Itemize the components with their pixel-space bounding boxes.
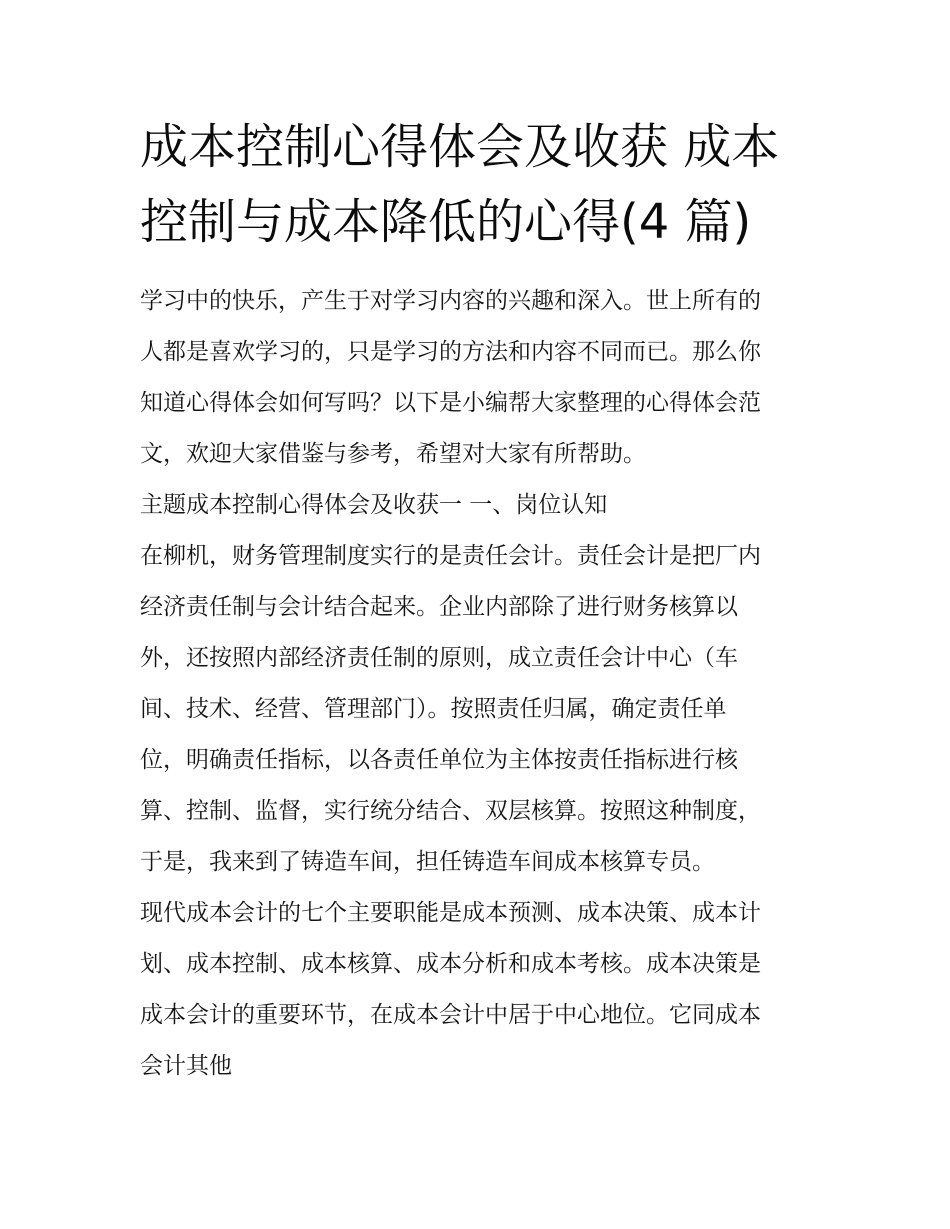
- text-line: 位，明确责任指标，以各责任单位为主体按责任指标进行核: [140, 747, 738, 773]
- text-line: 知道心得体会如何写吗？以下是小编帮大家整理的心得体会范: [140, 390, 761, 416]
- title-line: 控制与成本降低的心得(4 篇): [140, 194, 752, 250]
- text-line: 学习中的快乐，产生于对学习内容的兴趣和深入。世上所有的: [140, 288, 761, 314]
- document-body: [140, 276, 830, 1092]
- text-line: 会计其他: [140, 1053, 232, 1079]
- text-line: 现代成本会计的七个主要职能是成本预测、成本决策、成本计: [140, 900, 761, 926]
- title-line: 成本控制心得体会及收获 成本: [140, 119, 780, 175]
- text-line: 外，还按照内部经济责任制的原则，成立责任会计中心（车: [140, 645, 738, 671]
- text-line: 划、成本控制、成本核算、成本分析和成本考核。成本决策是: [140, 951, 761, 977]
- text-line: 在柳机，财务管理制度实行的是责任会计。责任会计是把厂内: [140, 543, 761, 569]
- text-line: 经济责任制与会计结合起来。企业内部除了进行财务核算以: [140, 594, 738, 620]
- section-heading-line: 主题成本控制心得体会及收获一 一、岗位认知: [140, 492, 608, 518]
- document-title: [140, 110, 820, 260]
- text-line: 于是，我来到了铸造车间，担任铸造车间成本核算专员。: [140, 849, 715, 875]
- text-line: 人都是喜欢学习的，只是学习的方法和内容不同而已。那么你: [140, 339, 761, 365]
- text-line: 间、技术、经营、管理部门）。按照责任归属，确定责任单: [140, 696, 727, 722]
- text-line: 算、控制、监督，实行统分结合、双层核算。按照这种制度，: [140, 798, 761, 824]
- text-line: 文，欢迎大家借鉴与参考，希望对大家有所帮助。: [140, 441, 646, 467]
- text-line: 成本会计的重要环节，在成本会计中居于中心地位。它同成本: [140, 1002, 761, 1028]
